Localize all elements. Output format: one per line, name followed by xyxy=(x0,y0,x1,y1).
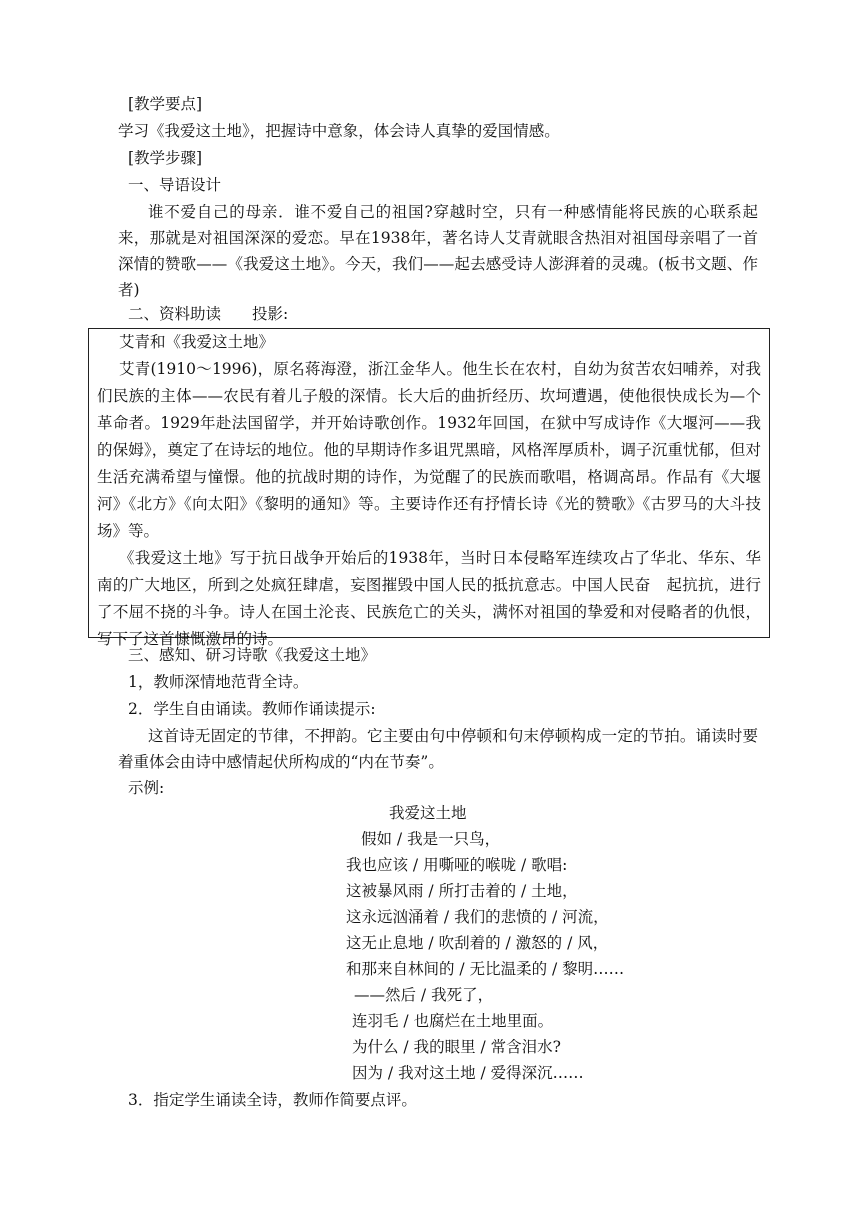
poem-line: 因为 / 我对这土地 / 爱得深沉…… xyxy=(352,1064,584,1082)
poem-line: 这被暴风雨 / 所打击着的 / 土地， xyxy=(346,882,578,900)
projection-box xyxy=(88,328,770,648)
poem-title: 我爱这土地 xyxy=(389,804,467,822)
item2: 2．学生自由诵读。教师作诵读提示: xyxy=(128,700,376,718)
item2-paragraph: 这首诗无固定的节律，不押韵。它主要由句中停顿和句末停顿构成一定的节拍。诵读时要着重体会由诗中感情起伏所构成的“内在节奏”。 xyxy=(118,727,758,771)
box-paragraph-biography: 艾青(1910～1996)，原名蒋海澄，浙江金华人。他生长在农村，自幼为贫苦农妇哺养，对我们民族的主体——农民有着儿子般的深情。长大后的曲折经历、坎坷遭遇，使他很快成长为—个革命者。1929年赴法国留学，并开始诗歌创作。1932年回国，在狱中写成诗作《大堰河——我的保姆》，奠定了在诗坛的地位。他的早期诗作多诅咒黑暗，风格浑厚质朴，调子沉重忧郁，但对生活充满希望与憧憬。他的抗战时期的诗作，为觉醒了的民族而歌唱，格调高昂。作品有《大堰河》《北方》《向太阳》《黎明的通知》等。主要诗作还有抒情长诗《光的赞歌》《古罗马的大斗技场》等。 xyxy=(97,360,761,540)
box-title: 艾青和《我爱这土地》 xyxy=(119,333,275,351)
poem-line: 我也应该 / 用嘶哑的喉咙 / 歌唱: xyxy=(346,856,568,874)
teaching-points-text: 学习《我爱这土地》，把握诗中意象，体会诗人真挚的爱国情感。 xyxy=(118,122,560,140)
poem-line: 为什么 / 我的眼里 / 常含泪水? xyxy=(352,1038,561,1056)
poem-line: 假如 / 我是一只鸟， xyxy=(361,830,501,848)
step1-paragraph: 谁不爱自己的母亲．谁不爱自己的祖国?穿越时空，只有一种感情能将民族的心联系起来，那就是对祖国深深的爱恋。早在1938年，著名诗人艾青就眼含热泪对祖国母亲唱了一首深情的赞歌——《我爱这土地》。今天，我们——起去感受诗人澎湃着的灵魂。(板书文题、作者) xyxy=(118,203,758,299)
step2-heading: 二、资料助读 投影: xyxy=(128,305,289,323)
item3: 3．指定学生诵读全诗，教师作简要点评。 xyxy=(128,1091,417,1109)
poem-line: 这无止息地 / 吹刮着的 / 激怒的 / 风， xyxy=(346,934,609,952)
poem-line: ——然后 / 我死了， xyxy=(354,986,494,1004)
example-label: 示例: xyxy=(128,779,165,797)
step1-heading: 一、导语设计 xyxy=(128,176,222,194)
item1: 1，教师深情地范背全诗。 xyxy=(128,673,309,691)
teaching-points-heading: [教学要点] xyxy=(128,95,203,113)
step3-heading: 三、感知、研习诗歌《我爱这土地》 xyxy=(128,646,377,664)
box-paragraph-background: 《我爱这土地》写于抗日战争开始后的1938年，当时日本侵略军连续攻占了华北、华东、华南的广大地区，所到之处疯狂肆虐，妄图摧毁中国人民的抵抗意志。中国人民奋 起抗抗，进行了不屈不挠的斗争。诗人在国土沦丧、民族危亡的关头，满怀对祖国的挚爱和对侵略者的仇恨，写下了这首慷慨激昂的诗。 xyxy=(97,549,761,648)
teaching-steps-heading: [教学步骤] xyxy=(128,149,203,167)
poem-line: 这永远汹涌着 / 我们的悲愤的 / 河流， xyxy=(346,908,609,926)
poem-line: 和那来自林间的 / 无比温柔的 / 黎明…… xyxy=(346,960,625,978)
poem-line: 连羽毛 / 也腐烂在土地里面。 xyxy=(352,1012,554,1030)
